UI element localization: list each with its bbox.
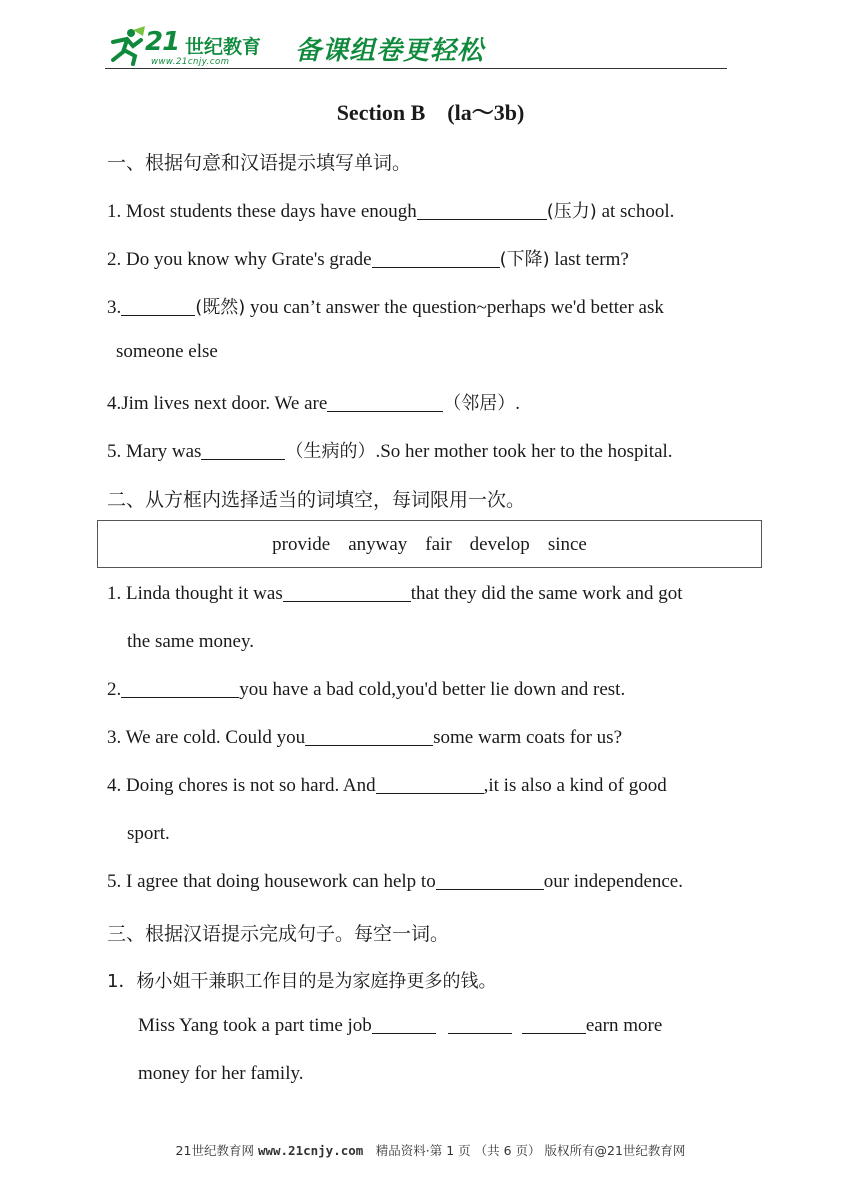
part3-question-1-english	[138, 1015, 662, 1037]
logo-text: 世纪教育	[185, 36, 262, 58]
part2-question-1-continued: the same money.	[127, 631, 254, 652]
footer-url-link[interactable]: www.21cnjy.com	[257, 1143, 364, 1158]
question-text: 2. Do you know why Grate's grade	[107, 249, 372, 270]
question-number: 1．	[107, 971, 137, 992]
part2-question-1	[107, 583, 682, 605]
header-divider	[105, 68, 727, 69]
part3-heading: 三、根据汉语提示完成句子。每空一词。	[107, 923, 450, 945]
question-text: last term?	[549, 249, 629, 270]
part3-question-1-chinese	[107, 967, 496, 993]
part1-heading: 一、根据句意和汉语提示填写单词。	[107, 152, 412, 174]
word-bank-item: provide	[272, 534, 331, 555]
part2-question-3	[107, 727, 622, 749]
answer-blank[interactable]	[283, 583, 411, 602]
word-bank-item: fair	[425, 534, 452, 555]
part2-question-4	[107, 775, 667, 797]
page-title: Section B (la～3b)	[336, 100, 525, 125]
question-text: at school.	[596, 201, 675, 222]
word-bank-item: since	[547, 534, 587, 555]
chinese-hint: (压力)	[546, 201, 597, 222]
answer-blank[interactable]	[305, 727, 433, 746]
question-text: earn more	[585, 1015, 663, 1036]
answer-blank[interactable]	[522, 1015, 586, 1034]
answer-blank[interactable]	[121, 679, 239, 698]
answer-blank[interactable]	[448, 1015, 512, 1034]
part1-question-4	[107, 389, 520, 415]
question-text: 3. We are cold. Could you	[107, 727, 306, 748]
part1-question-3	[107, 293, 664, 319]
part1-question-3-continued: someone else	[116, 341, 218, 362]
question-text: 5. I agree that doing housework can help to	[107, 871, 436, 892]
word-bank-item: anyway	[348, 534, 408, 555]
chinese-hint: (下降)	[499, 249, 550, 270]
footer-site-name: 21世纪教育网	[175, 1143, 258, 1158]
chinese-hint: （生病的）	[285, 441, 376, 462]
slogan: 备课组卷更轻松	[295, 36, 485, 66]
part1-question-2	[107, 245, 629, 271]
answer-blank[interactable]	[436, 871, 544, 890]
answer-blank[interactable]	[372, 1015, 436, 1034]
question-text: you can’t answer the question~perhaps we'd better ask	[245, 297, 664, 318]
question-text: 5. Mary was	[107, 441, 202, 462]
part3-question-1-continued: money for her family.	[138, 1063, 304, 1084]
runner-logo-icon	[105, 26, 149, 66]
question-text: that they did the same work and got	[410, 583, 683, 604]
part2-question-5	[107, 871, 683, 893]
question-text: 4.Jim lives next door. We are	[107, 393, 328, 414]
question-text: .	[515, 393, 521, 414]
logo-url: www.21cnjy.com	[151, 57, 230, 67]
question-text: Miss Yang took a part time job	[138, 1015, 372, 1036]
chinese-hint: (既然)	[195, 297, 246, 318]
header-banner	[105, 24, 727, 70]
word-bank-box	[97, 520, 762, 568]
question-text: ,it is also a kind of good	[483, 775, 667, 796]
question-text: 4. Doing chores is not so hard. And	[107, 775, 376, 796]
answer-blank[interactable]	[327, 393, 443, 412]
answer-blank[interactable]	[376, 775, 484, 794]
question-text: .So her mother took her to the hospital.	[375, 441, 673, 462]
chinese-sentence: 杨小姐干兼职工作目的是为家庭挣更多的钱。	[136, 971, 497, 992]
part1-question-5	[107, 437, 673, 463]
footer-page-info: 精品资料·第 1 页 （共 6 页） 版权所有@21世纪教育网	[363, 1143, 686, 1158]
question-text: you have a bad cold,you'd better lie down and rest.	[239, 679, 626, 700]
answer-blank[interactable]	[417, 201, 547, 220]
part1-question-1	[107, 197, 674, 223]
question-text: 1. Linda thought it was	[107, 583, 283, 604]
part2-heading: 二、从方框内选择适当的词填空，每词限用一次。	[107, 489, 526, 511]
answer-blank[interactable]	[201, 441, 285, 460]
chinese-hint: （邻居）	[443, 393, 516, 414]
question-text: 3.	[107, 297, 122, 318]
part2-question-4-continued: sport.	[127, 823, 170, 844]
question-text: 1. Most students these days have enough	[107, 201, 417, 222]
part2-question-2	[107, 679, 625, 701]
question-text: our independence.	[543, 871, 683, 892]
question-text: some warm coats for us?	[433, 727, 622, 748]
page-footer	[0, 1141, 861, 1159]
answer-blank[interactable]	[121, 297, 195, 316]
word-bank-item: develop	[469, 534, 530, 555]
question-text: 2.	[107, 679, 122, 700]
answer-blank[interactable]	[372, 249, 500, 268]
logo-number: 21	[145, 27, 180, 57]
word-bank	[98, 534, 761, 556]
